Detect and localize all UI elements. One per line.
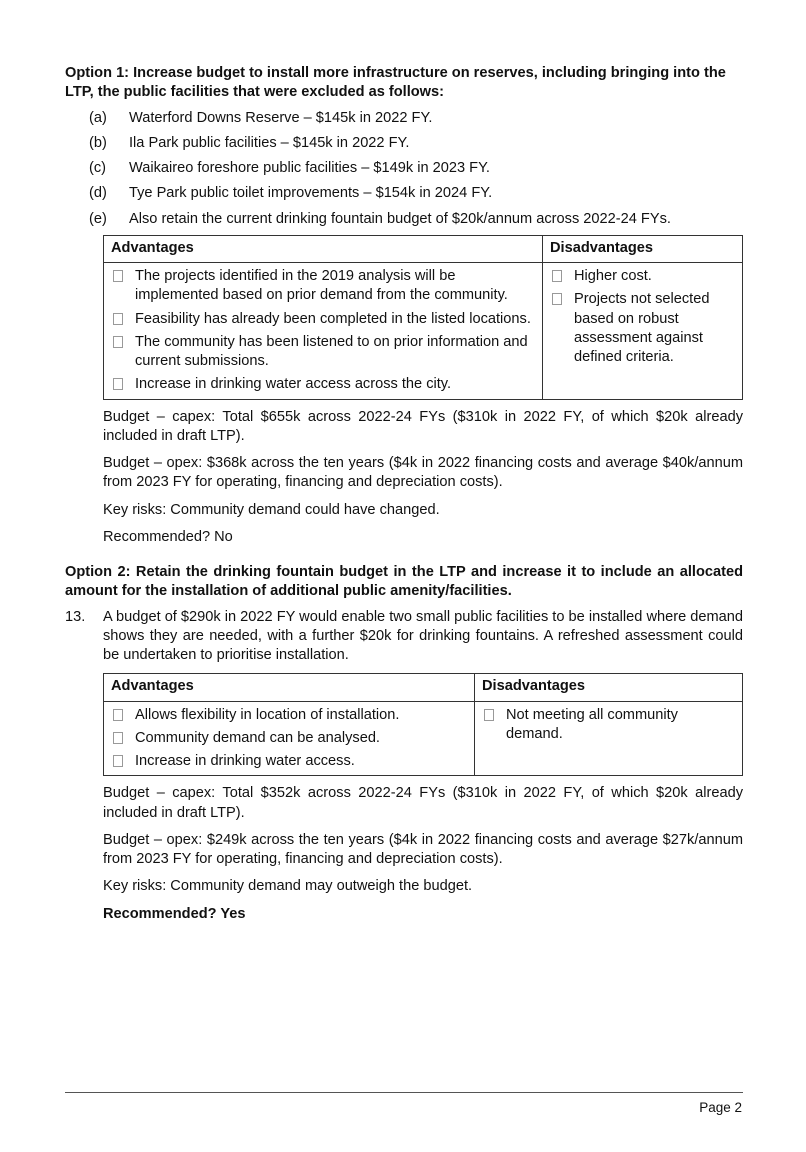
option2-risks: Key risks: Community demand may outweigh the budget.: [103, 878, 473, 895]
footer-divider: [65, 1092, 743, 1093]
option1-capex: Budget – capex: Total $655k across 2022-24 FYs ($310k in 2022 FY, of which $20k already included in draft LTP).: [103, 408, 743, 444]
list-item: [65, 184, 743, 203]
list-text: Also retain the current drinking fountain budget of $20k/annum across 2022-24 FYs.: [129, 210, 671, 227]
bullet-box-icon: [484, 709, 494, 721]
list-item: [111, 333, 535, 372]
advantages-cell: [104, 263, 543, 400]
bullet-box-icon: [113, 732, 123, 744]
list-item: [550, 267, 735, 286]
list-item: [65, 210, 743, 229]
document-page: [65, 64, 743, 924]
option2-table: [103, 673, 743, 776]
list-text: Ila Park public facilities – $145k in 2022 FY.: [129, 134, 410, 151]
disadvantages-cell: [543, 263, 743, 400]
list-item: [111, 267, 535, 306]
paragraph-number: 13.: [65, 608, 86, 625]
bullet-box-icon: [113, 378, 123, 390]
advantage-text: The projects identified in the 2019 analysis will be implemented based on prior demand from the community.: [135, 268, 508, 304]
bullet-box-icon: [552, 293, 562, 305]
option1-list: [65, 109, 743, 229]
disadvantage-text: Not meeting all community demand.: [506, 706, 678, 742]
paragraph-text: A budget of $290k in 2022 FY would enable two small public facilities to be installed where demand shows they are needed, with a further $20k for drinking fountains. A refreshed assessment could be undertaken to prioritise installation.: [103, 608, 743, 663]
list-text: Waterford Downs Reserve – $145k in 2022 FY.: [129, 109, 433, 126]
list-item: [482, 706, 735, 745]
list-item: [111, 752, 467, 771]
option1-risks: Key risks: Community demand could have changed.: [103, 501, 440, 518]
option2-opex: Budget – opex: $249k across the ten years ($4k in 2022 financing costs and average $27k/annum from 2023 FY for operating, financing and depreciation costs).: [103, 831, 743, 867]
bullet-box-icon: [113, 709, 123, 721]
option1-recommended: Recommended? No: [103, 528, 233, 545]
list-item: [111, 729, 467, 748]
list-text: Waikaireo foreshore public facilities – $149k in 2023 FY.: [129, 160, 490, 176]
advantage-text: Allows flexibility in location of installation.: [135, 706, 400, 723]
advantage-text: Increase in drinking water access across the city.: [135, 376, 452, 393]
list-item: [111, 375, 535, 394]
disadvantages-header: Disadvantages: [475, 674, 743, 701]
advantage-text: Increase in drinking water access.: [135, 753, 355, 769]
option1-table: [103, 235, 743, 400]
list-item: [65, 159, 743, 178]
bullet-box-icon: [552, 270, 562, 282]
list-item: [65, 134, 743, 153]
option1-heading: Option 1: Increase budget to install more infrastructure on reserves, including bringing into the LTP, the public facilities that were excluded as follows:: [65, 65, 726, 101]
list-letter: (b): [89, 134, 107, 151]
list-item: [111, 310, 535, 329]
list-letter: (e): [89, 210, 107, 227]
advantages-header: Advantages: [104, 674, 475, 701]
option2-capex: Budget – capex: Total $352k across 2022-24 FYs ($310k in 2022 FY, of which $20k already included in draft LTP).: [103, 785, 743, 821]
option1-opex: Budget – opex: $368k across the ten years ($4k in 2022 financing costs and average $40k/annum from 2023 FY for operating, financing and depreciation costs).: [103, 455, 743, 491]
list-item: [111, 706, 467, 725]
disadvantages-cell: [475, 701, 743, 776]
advantage-text: The community has been listened to on prior information and current submissions.: [135, 333, 528, 369]
bullet-box-icon: [113, 755, 123, 767]
disadvantages-header: Disadvantages: [543, 235, 743, 262]
bullet-box-icon: [113, 336, 123, 348]
page-number: Page 2: [699, 1100, 742, 1115]
bullet-box-icon: [113, 313, 123, 325]
disadvantage-text: Projects not selected based on robust assessment against defined criteria.: [574, 291, 710, 365]
disadvantage-text: Higher cost.: [574, 268, 652, 284]
advantages-cell: [104, 701, 475, 776]
option2-heading: Option 2: Retain the drinking fountain budget in the LTP and increase it to include an allocated amount for the installation of additional public amenity/facilities.: [65, 564, 743, 600]
advantages-header: Advantages: [104, 235, 543, 262]
option2-recommended: Recommended? Yes: [103, 905, 246, 922]
list-text: Tye Park public toilet improvements – $154k in 2024 FY.: [129, 185, 493, 202]
bullet-box-icon: [113, 270, 123, 282]
advantage-text: Feasibility has already been completed in the listed locations.: [135, 310, 531, 327]
list-letter: (a): [89, 109, 107, 126]
advantage-text: Community demand can be analysed.: [135, 729, 380, 746]
option2-paragraph: [65, 608, 743, 666]
list-letter: (c): [89, 160, 107, 176]
list-item: [550, 290, 735, 367]
list-item: [65, 109, 743, 128]
list-letter: (d): [89, 185, 107, 202]
